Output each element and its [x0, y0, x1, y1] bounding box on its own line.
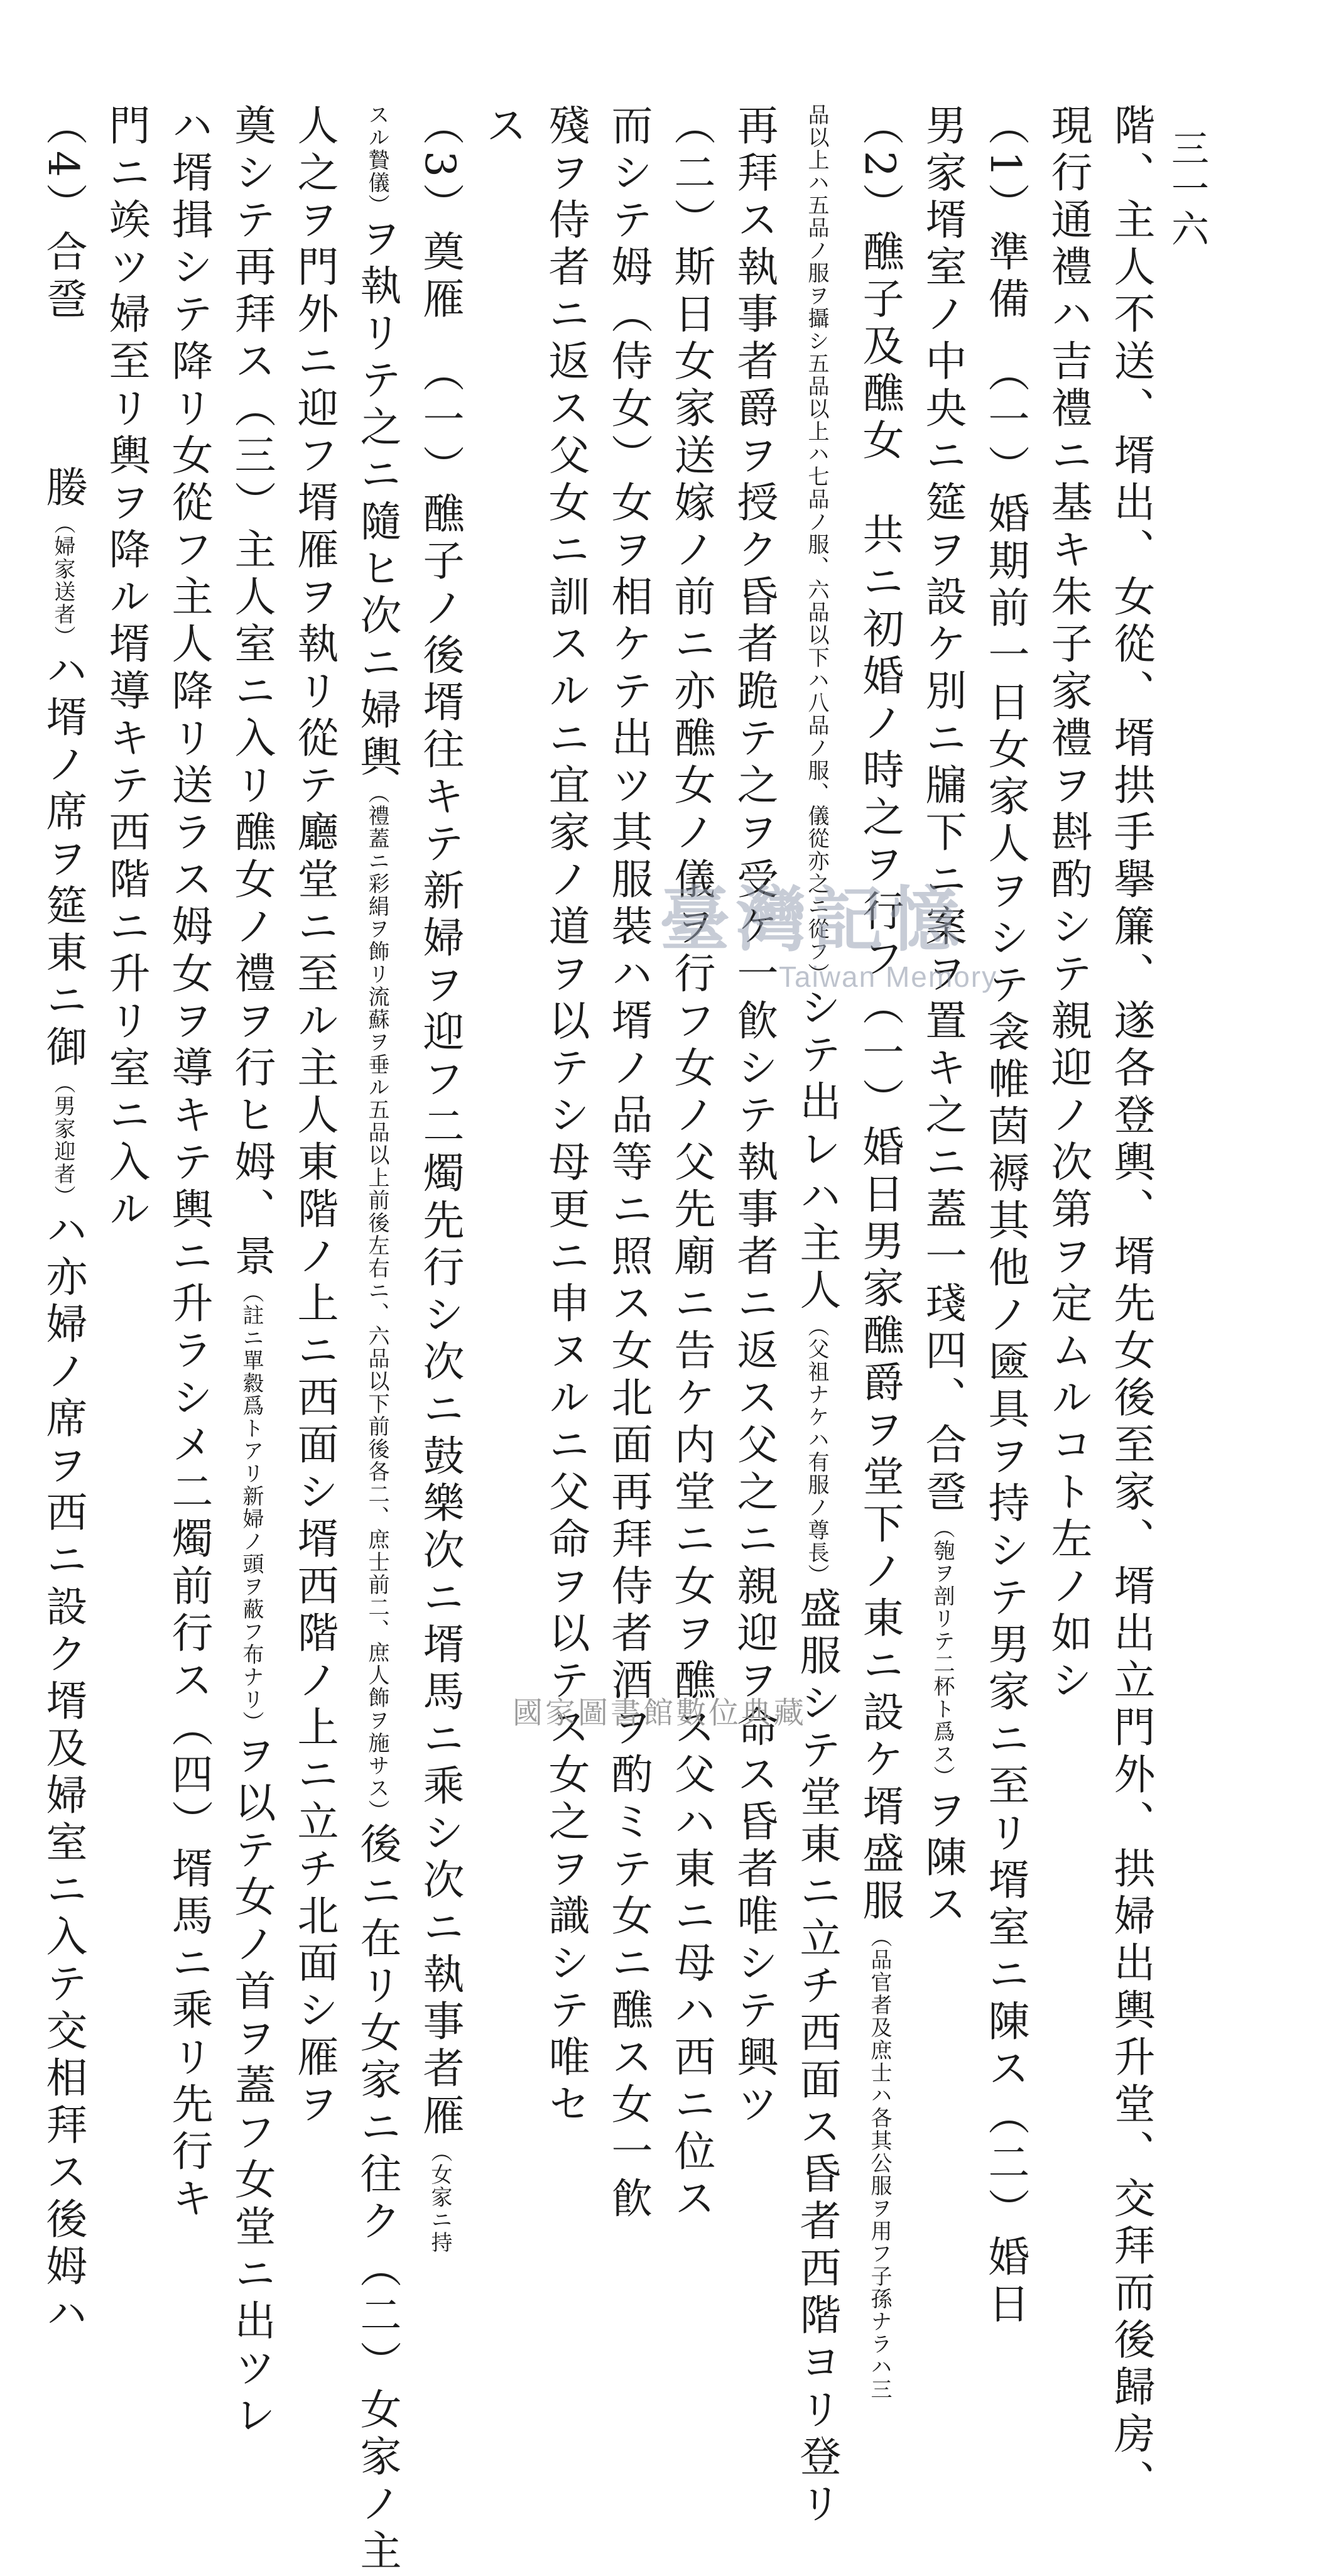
text-column	[722, 104, 785, 2129]
annotation-text: （父祖ナケハ有服ノ尊長）	[804, 1315, 829, 1587]
text-column	[974, 104, 1036, 2329]
body-text: ヲ執リテ之ニ隨ヒ次ニ婦輿	[353, 217, 401, 782]
text-column	[597, 104, 659, 2224]
body-text: （4）合巹 媵	[39, 104, 87, 513]
body-text: 殘ヲ侍者ニ返ス父女ニ訓スルニ宜家ノ道ヲ以テシ母更ニ申ヌルニ父命ヲ以テス女之ヲ識シテ唯セ	[541, 104, 590, 2129]
body-text: （3）奠雁 （一）醮子ノ後壻往キテ新婦ヲ迎フ二燭先行シ次ニ鼓樂次ニ壻馬ニ乘シ次ニ執事者雁	[416, 104, 464, 2141]
text-column	[283, 104, 345, 2129]
watermark-subtitle: Taiwan Memory	[779, 960, 998, 993]
text-column	[345, 104, 408, 2576]
annotation-text: （匏ヲ剖リテ二杯ト爲ス）	[930, 1517, 955, 1788]
text-column	[1036, 104, 1099, 1705]
footer-credit: 國家圖書館數位典藏	[512, 1695, 806, 1731]
body-text: 男家壻室ノ中央ニ筵ヲ設ケ別ニ牖下ニ案ヲ置キ之ニ蓋一琖四、合巹	[918, 104, 967, 1517]
text-column	[534, 104, 597, 2129]
body-text: 門ニ竢ツ婦至リ輿ヲ降ル壻導キテ西階ニ升リ室ニ入ル	[102, 104, 150, 1234]
body-text: 階、主人不送、壻出、女從、壻拱手擧簾、遂各登輿、壻先女後至家、壻出立門外、拱婦出輿升堂、交拜而後歸房、	[1107, 104, 1155, 2506]
body-text: 現行通禮ハ吉禮ニ基キ朱子家禮ヲ斟酌シテ親迎ノ次第ヲ定ムルコト左ノ如シ	[1044, 104, 1092, 1705]
annotation-text: （註ニ單縠爲トアリ新婦ノ頭ヲ蔽フ布ナリ）	[239, 1281, 264, 1734]
text-column	[31, 104, 94, 2339]
text-column	[911, 104, 974, 1930]
body-text: ヲ陳ス	[918, 1788, 967, 1930]
body-text: ス	[479, 104, 527, 151]
body-text: 盛服シテ堂東ニ立チ西面ス昏者西階ヨリ登リ	[793, 1587, 841, 2529]
watermark	[659, 879, 1011, 1005]
page-number: 三一六	[1165, 129, 1209, 249]
text-column	[659, 104, 722, 2224]
body-text: （2）醮子及醮女 共ニ初婚ノ時之ヲ行フ（一）婚日男家醮爵ヲ堂下ノ東ニ設ケ壻盛服	[855, 104, 904, 1926]
text-column	[408, 104, 471, 2254]
body-text: ハ壻ノ席ヲ筵東ニ御	[39, 648, 87, 1072]
body-text: ハ壻揖シテ降リ女從フ主人降リ送ラス姆女ヲ導キテ輿ニ升ラシメ二燭前行ス（四）壻馬ニ乘リ先行キ	[165, 104, 213, 2224]
annotation-text: （女家ニ持	[427, 2141, 452, 2254]
annotation-text: （品官者及庶士ハ各其公服ヲ用フ子孫ナラハ三	[867, 1926, 892, 2401]
body-text: 後ニ在リ女家ニ往ク（二）女家ノ主	[353, 1822, 401, 2576]
body-text: ヲ以テ女ノ首ヲ蓋フ女堂ニ出ツレ	[227, 1734, 276, 2440]
annotation-text: （男家迎者）	[50, 1072, 75, 1208]
body-text: 再拜ス執事者爵ヲ授ク昏者跪テ之ヲ受ケ一飮シテ執事者ニ返ス父之ニ親迎ヲ命ス昏者唯シテ興ツ	[730, 104, 778, 2129]
body-text: ハ亦婦ノ席ヲ西ニ設ク壻及婦室ニ入テ交相拜ス後姆ハ	[39, 1208, 87, 2339]
body-text: 奠シテ再拜ス（三）主人室ニ入リ醮女ノ禮ヲ行ヒ姆、景	[227, 104, 276, 1281]
text-column	[157, 104, 220, 2224]
text-column	[471, 104, 534, 1636]
annotation-text: 品以上ハ五品ノ服ヲ攝シ五品以上ハ七品ノ服、六品以下ハ八品ノ服、儀從亦之ニ從フ）	[804, 104, 829, 986]
text-column	[848, 104, 911, 2401]
body-text: シテ出レハ主人	[793, 986, 841, 1315]
annotation-text: スル贄儀）	[364, 104, 389, 217]
annotation-text: （禮蓋ニ彩絹ヲ飾リ流蘇ヲ垂ル五品以上前後左右ニ、六品以下前後各二、庶士前二、庶人飾ヲ施サス）	[364, 782, 389, 1822]
body-text: （1）準備 （一）婚期前一日女家人ヲシテ衾帷茵褥其他ノ匳具ヲ持シテ男家ニ至リ壻室ニ陳ス（二）婚日	[981, 104, 1029, 2329]
text-column	[94, 104, 157, 1636]
text-column	[785, 104, 848, 2529]
text-column	[1099, 104, 1162, 2506]
body-text: 而シテ姆（侍女）女ヲ相ケテ出ツ其服裝ハ壻ノ品等ニ照ス女北面再拜侍者酒ヲ酌ミテ女ニ醮ス女一飮	[604, 104, 653, 2224]
annotation-text: （婦家送者）	[50, 513, 75, 648]
body-text: 人之ヲ門外ニ迎フ壻雁ヲ執リ從テ廳堂ニ至ル主人東階ノ上ニ西面シ壻西階ノ上ニ立チ北面シ雁ヲ	[290, 104, 339, 2129]
watermark-title: 臺灣記憶	[659, 879, 966, 961]
body-text: （二）斯日女家送嫁ノ前ニ亦醮女ノ儀ヲ行フ女ノ父先廟ニ告ケ内堂ニ女ヲ醮ス父ハ東ニ母ハ西ニ位ス	[667, 104, 715, 2224]
text-column	[220, 104, 283, 2440]
